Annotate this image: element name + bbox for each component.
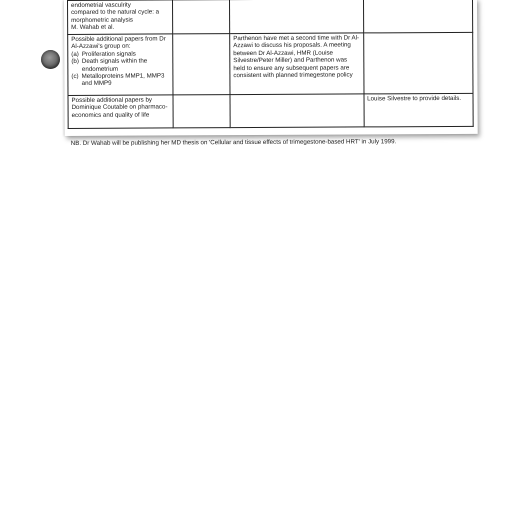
cell-col3 [229,0,363,34]
list-text: Metalloproteins MMP1, MMP3 and MMP9 [81,72,165,88]
list-item [71,58,169,73]
status-table [67,0,474,129]
list-text: Death signals within the endometrium [81,57,148,73]
table-row [68,0,473,34]
footnote: NB. Dr Wahab will be publishing her MD thesis on 'Cellular and tissue effects of trimegestone-based HRT' in July 1999. [70,138,397,147]
list-marker: (b) [71,58,79,66]
cell-line: compared to the natural cycle: a [71,8,160,17]
list-marker: (a) [71,50,79,58]
document-page [64,0,478,147]
list-marker: (c) [71,72,79,80]
cell-paper [68,0,173,34]
list-text: Proliferation signals [81,50,136,58]
cell-col3 [230,94,364,128]
cell-col2 [173,0,230,34]
cell-paper: Possible additional papers by Dominique Coutable on pharmaco-economics and quality of life [68,95,173,129]
cell-col4: Louise Silvestre to provide details. [364,93,474,127]
cell-line: endometrial vasculrity [71,1,131,9]
cell-col2 [173,95,230,128]
cell-col2 [173,34,230,95]
cell-paper [68,34,174,96]
table-row [68,93,473,128]
punch-hole [41,50,60,69]
cell-line: M. Wahab et al. [71,23,115,32]
cell-line: morphometric analysis [71,16,134,24]
cell-col4 [363,32,473,94]
cell-col4 [363,0,473,33]
cell-intro: Possible additional papers from Dr Al-Azzawi's group on: [71,35,166,51]
cell-col3: Parthenon have met a second time with Dr Al-Azzawi to discuss his proposals. A meeting between Dr Al-Azzawi, HMR (Louise Silvestre/Peter Miller) and Parthenon was held to ensure any subsequent papers are consistent with planned trimegestone policy [230,33,364,95]
paper-list [71,50,169,88]
list-item [71,72,169,87]
table-row [68,32,473,95]
